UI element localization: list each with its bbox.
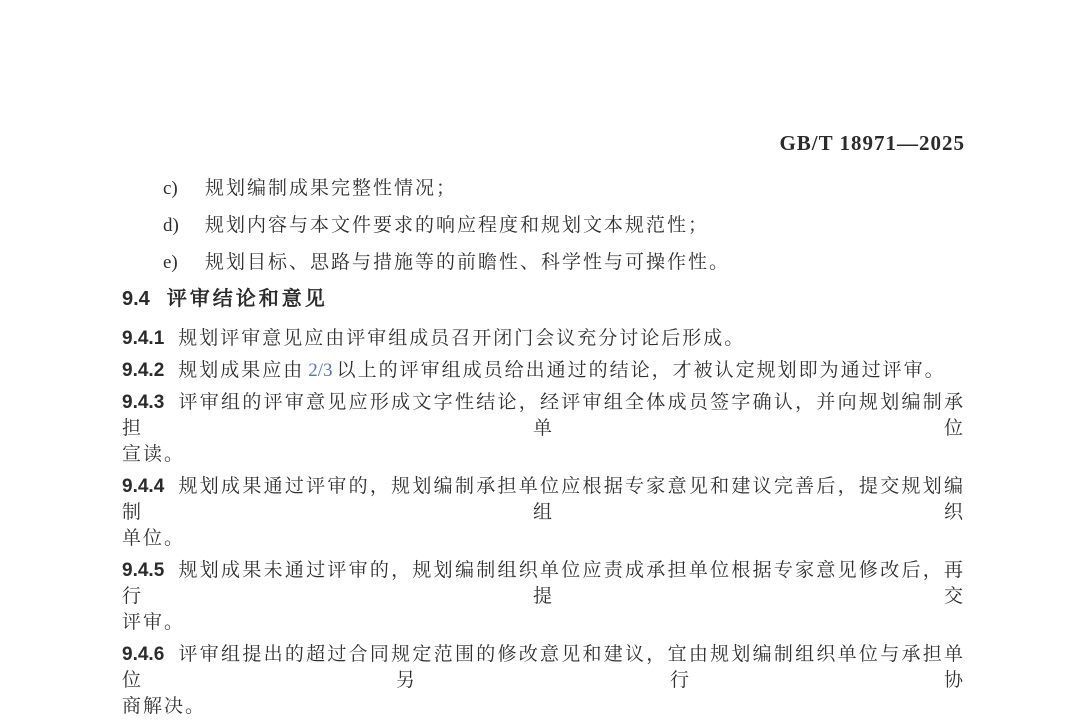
clause-number: 9.4.4 (122, 476, 165, 497)
clause-line (122, 474, 965, 526)
list-item-label: e) (163, 252, 178, 273)
clause-text-before: 规划成果应由 (178, 360, 305, 381)
clause-number: 9.4.6 (122, 644, 165, 665)
clause-text: 规划评审意见应由评审组成员召开闭门会议充分讨论后形成。 (178, 328, 746, 349)
list-item-label: c) (163, 178, 178, 199)
clause-line (122, 694, 965, 720)
clause-line (122, 358, 965, 384)
clause-text: 评审。 (122, 612, 186, 633)
clause-line (122, 390, 965, 442)
clause-text: 商解决。 (122, 696, 207, 717)
clauses (122, 326, 965, 720)
clause-number: 9.4.3 (122, 392, 165, 413)
list-item (122, 252, 965, 273)
clause-text: 评审组提出的超过合同规定范围的修改意见和建议，宜由规划编制组织单位与承担单位另行协 (122, 644, 965, 691)
clause-line (122, 610, 965, 636)
clause-line (122, 558, 965, 610)
clause-text: 规划成果未通过评审的，规划编制组织单位应责成承担单位根据专家意见修改后，再行提交 (122, 560, 965, 607)
page-header (122, 132, 965, 154)
clause-line (122, 326, 965, 352)
clause-text-after: 以上的评审组成员给出通过的结论，才被认定规划即为通过评审。 (336, 360, 946, 381)
clause-number: 9.4.5 (122, 560, 165, 581)
list-item-text: 规划编制成果完整性情况； (205, 178, 458, 199)
clause-text: 宣读。 (122, 444, 186, 465)
clause-line (122, 442, 965, 468)
fraction-value: 2/3 (308, 360, 333, 381)
clause (122, 390, 965, 468)
clause-line (122, 642, 965, 694)
list-item-label: d) (163, 215, 179, 236)
clause (122, 326, 965, 352)
list-item-text: 规划内容与本文件要求的响应程度和规划文本规范性； (205, 215, 710, 236)
section-title: 评审结论和意见 (166, 288, 328, 310)
clause-text: 评审组的评审意见应形成文字性结论，经评审组全体成员签字确认，并向规划编制承担单位 (122, 392, 965, 439)
item-list (122, 178, 965, 273)
clause-line (122, 526, 965, 552)
section-heading (122, 289, 965, 310)
clause-text: 规划成果通过评审的，规划编制承担单位应根据专家意见和建议完善后，提交规划编制组织 (122, 476, 965, 523)
list-item-text: 规划目标、思路与措施等的前瞻性、科学性与可操作性。 (205, 252, 731, 273)
section-number: 9.4 (122, 288, 150, 310)
clause-number: 9.4.1 (122, 328, 165, 349)
list-item (122, 178, 965, 199)
clause (122, 558, 965, 636)
standard-code: GB/T 18971—2025 (779, 131, 965, 155)
clause (122, 642, 965, 720)
clause (122, 358, 965, 384)
list-item (122, 215, 965, 236)
clause-text: 单位。 (122, 528, 186, 549)
clause-number: 9.4.2 (122, 360, 165, 381)
clause (122, 474, 965, 552)
